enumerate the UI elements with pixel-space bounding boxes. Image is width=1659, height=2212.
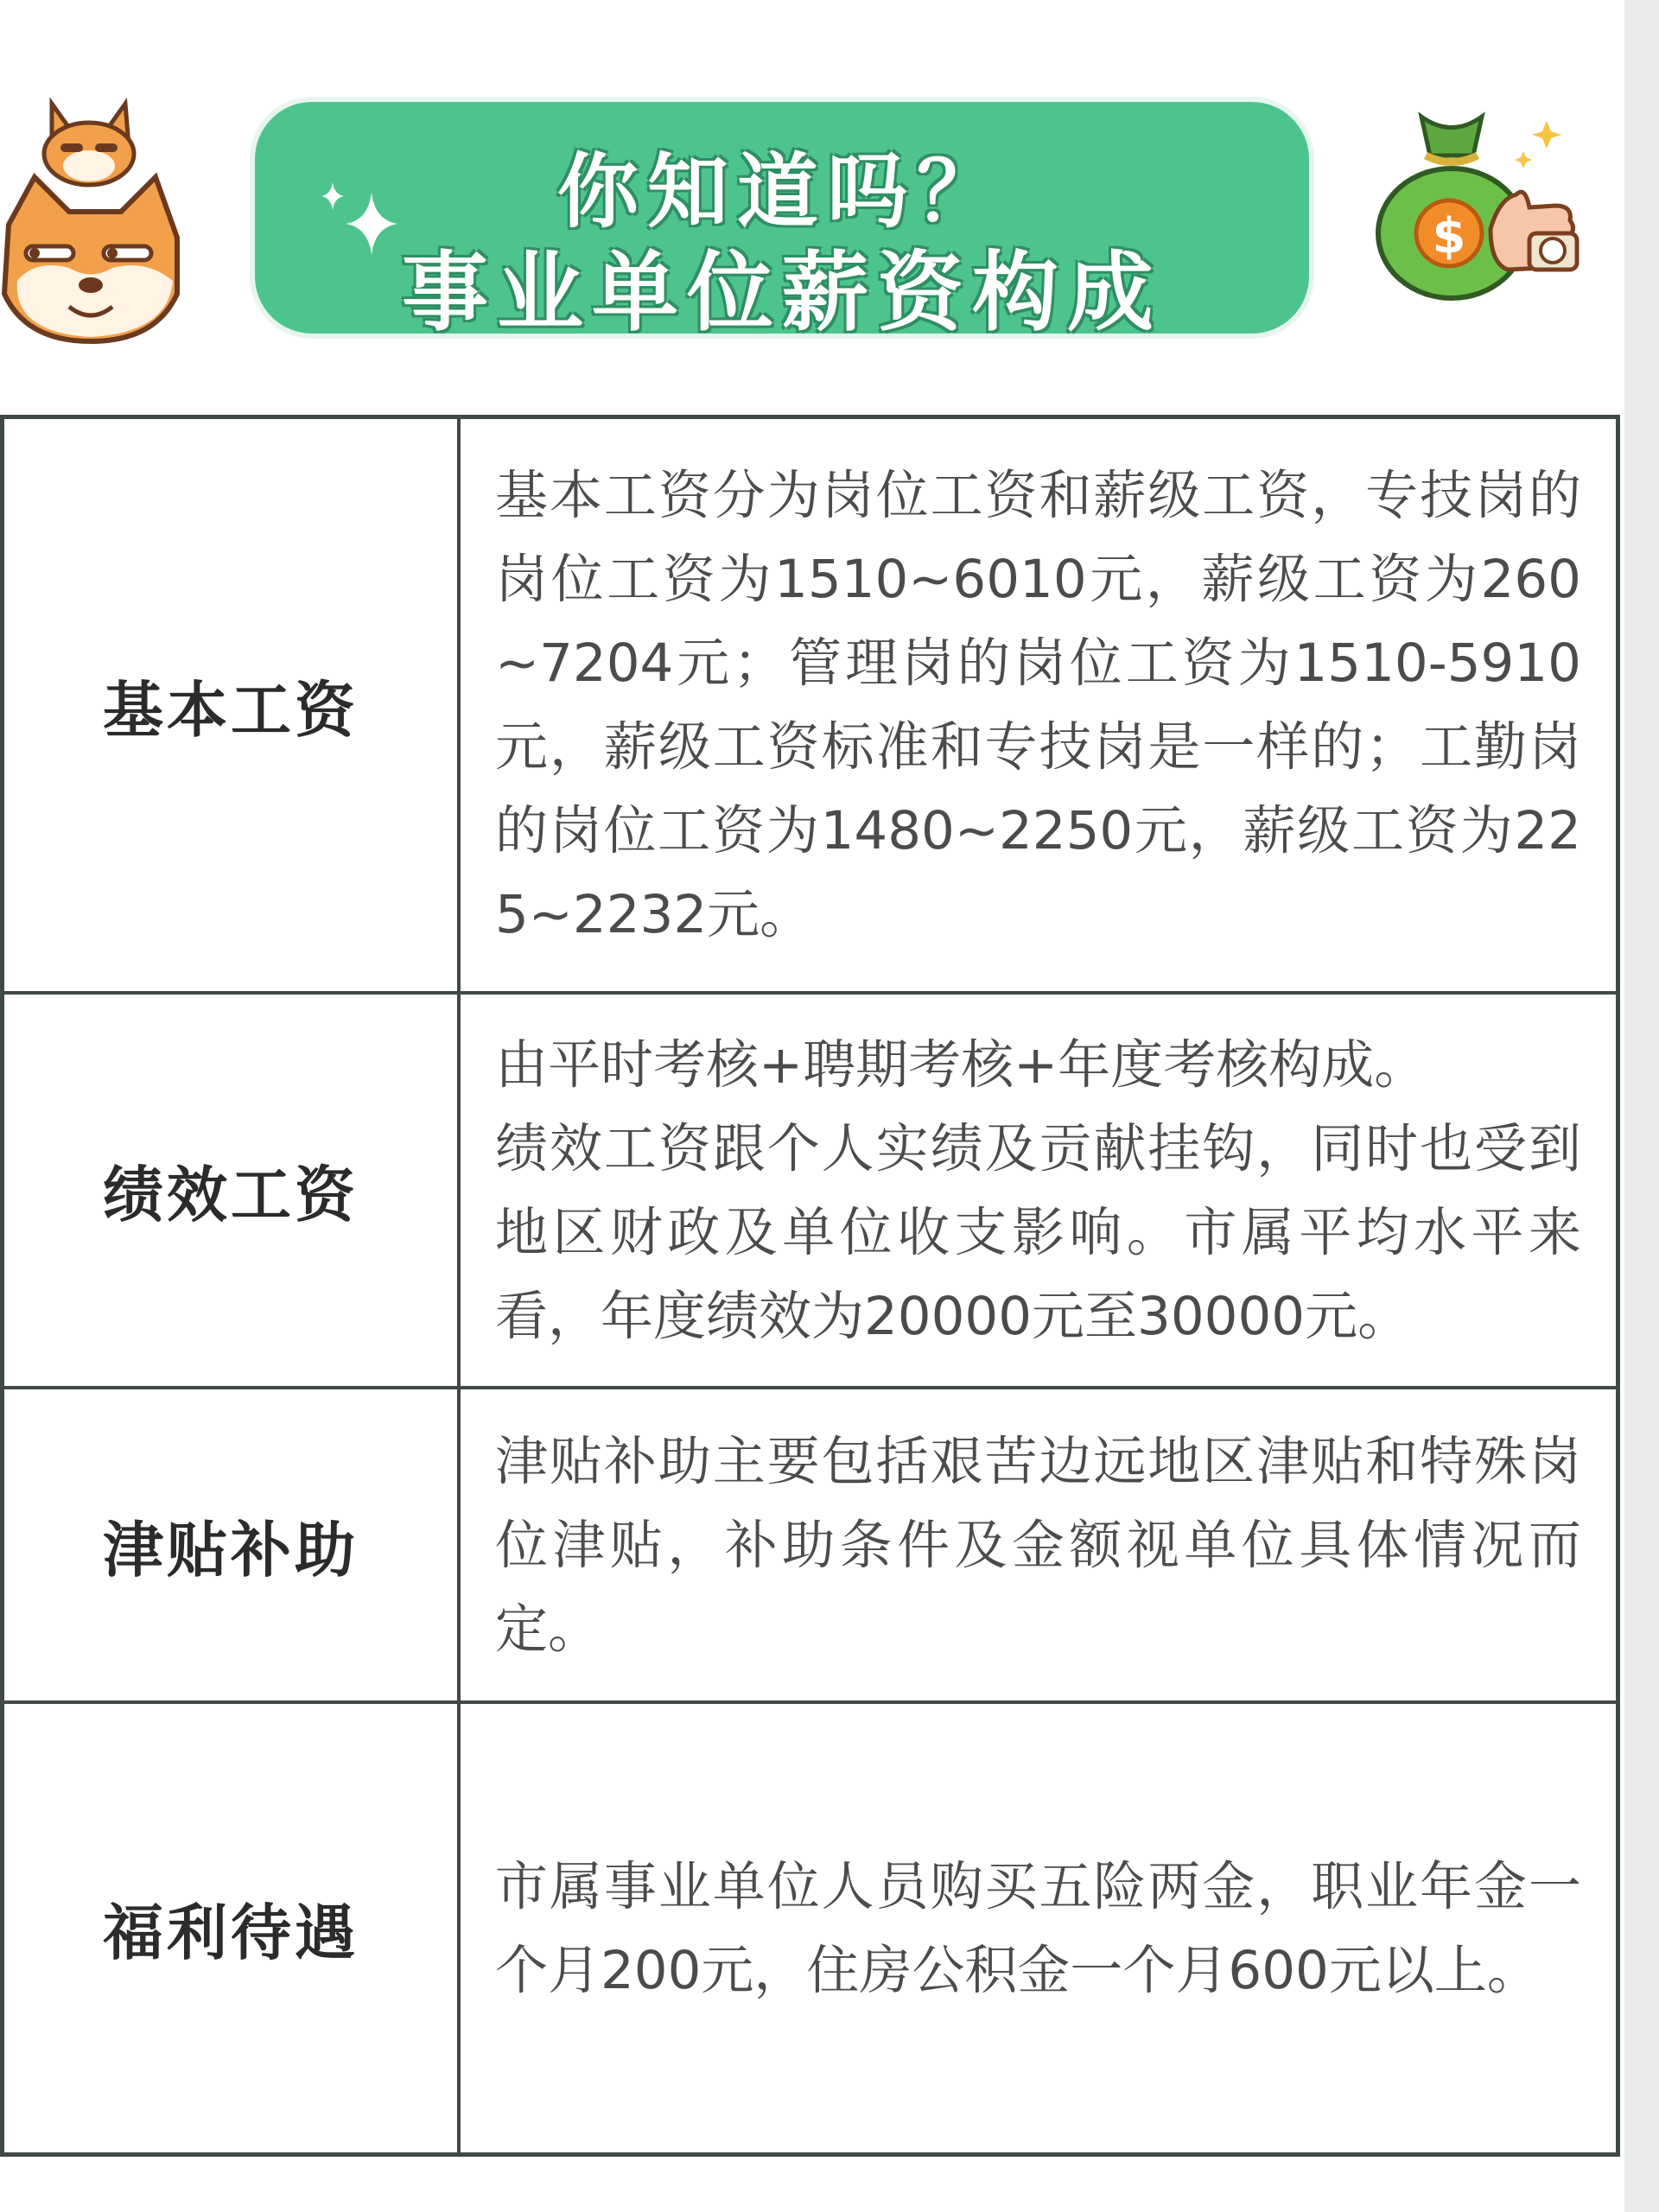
- row-label: 津贴补助: [4, 1389, 461, 1700]
- title-line-2: 事业单位薪资构成: [402, 242, 1162, 343]
- row-text: 津贴补助主要包括艰苦边远地区津贴和特殊岗位津贴，补助条件及金额视单位具体情况而定。: [495, 1430, 1581, 1660]
- row-text-group: [495, 1023, 1581, 1358]
- salary-table: [0, 415, 1620, 2157]
- table-row-benefits: [4, 1704, 1616, 2152]
- row-content: [461, 1389, 1616, 1700]
- row-text-line-2: 绩效工资跟个人实绩及贡献挂钩，同时也受到地区财政及单位收支影响。市属平均水平来看，年度绩效为20000元至30000元。: [495, 1117, 1581, 1347]
- svg-text:$: $: [1432, 208, 1466, 264]
- row-text: 基本工资分为岗位工资和薪级工资，专技岗的岗位工资为1510~6010元，薪级工资为260~7204元；管理岗的岗位工资为1510-5910元，薪级工资标准和专技岗是一样的；工勤岗的岗位工资为1480~2250元，薪级工资为225~2232元。: [495, 465, 1581, 945]
- table-row-basic-salary: [4, 419, 1616, 995]
- table-row-allowance: [4, 1389, 1616, 1704]
- row-text-line-1: 由平时考核+聘期考核+年度考核构成。: [495, 1033, 1427, 1096]
- title-banner: [255, 102, 1309, 343]
- shiba-dog-mascot-icon: [0, 95, 186, 346]
- row-text: 市属事业单位人员购买五险两金，职业年金一个月200元，住房公积金一个月600元以上。: [495, 1855, 1581, 2001]
- row-label: 基本工资: [4, 419, 461, 991]
- row-label: 绩效工资: [4, 995, 461, 1386]
- title-line-1: 你知道吗？: [556, 145, 1007, 239]
- row-label: 福利待遇: [4, 1704, 461, 2152]
- row-content: [461, 995, 1616, 1386]
- row-content: [461, 1704, 1616, 2152]
- table-row-performance-salary: [4, 995, 1616, 1389]
- money-bag-thumbs-up-icon: [1370, 104, 1599, 302]
- header: [0, 0, 1659, 397]
- row-content: [461, 419, 1616, 991]
